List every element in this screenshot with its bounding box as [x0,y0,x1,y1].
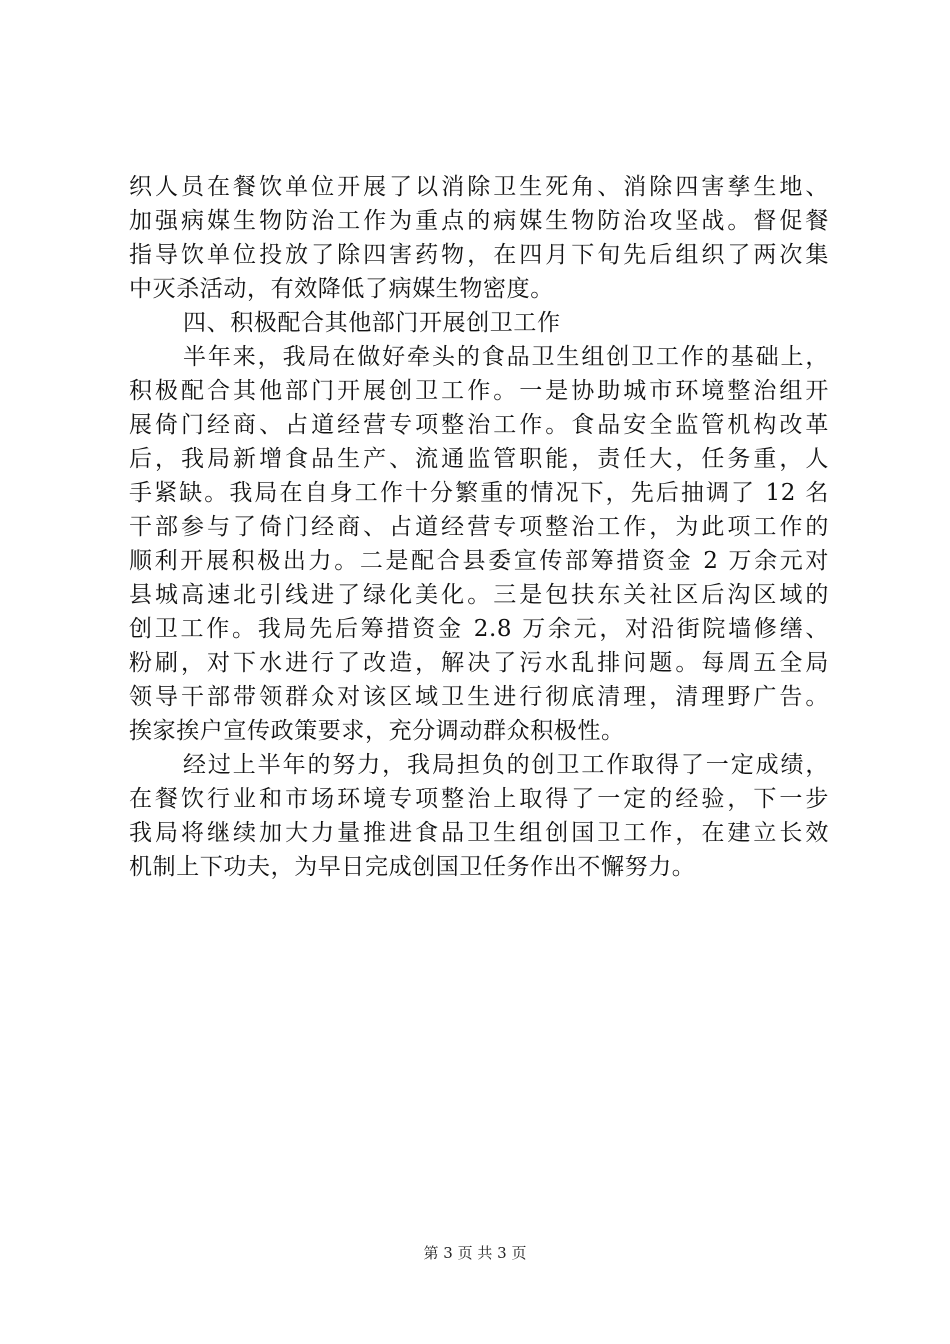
text-line: 县城高速北引线进了绿化美化。三是包扶东关社区后沟区域的 [129,582,829,608]
text-line: 经过上半年的努力，我局担负的创卫工作取得了一定成绩， [183,752,829,778]
page-number-footer: 第 3 页 共 3 页 [423,1244,527,1262]
section-heading: 四、积极配合其他部门开展创卫工作 [183,310,561,336]
text-line: 织人员在餐饮单位开展了以消除卫生死角、消除四害孳生地、 [129,174,829,200]
text-line: 加强病媒生物防治工作为重点的病媒生物防治攻坚战。督促餐 [129,208,829,234]
body-text [129,170,829,884]
text-line: 指导饮单位投放了除四害药物，在四月下旬先后组织了两次集 [129,242,829,268]
text-line: 半年来，我局在做好牵头的食品卫生组创卫工作的基础上， [183,344,829,370]
text-line: 粉刷，对下水进行了改造，解决了污水乱排问题。每周五全局 [129,650,829,676]
text-line: 干部参与了倚门经商、占道经营专项整治工作，为此项工作的 [129,514,829,540]
text-line: 展倚门经商、占道经营专项整治工作。食品安全监管机构改革 [129,412,829,438]
text-line: 积极配合其他部门开展创卫工作。一是协助城市环境整治组开 [129,378,829,404]
text-line: 我局将继续加大力量推进食品卫生组创国卫工作，在建立长效 [129,820,829,846]
text-line: 挨家挨户宣传政策要求，充分调动群众积极性。 [129,718,625,744]
text-line: 机制上下功夫，为早日完成创国卫任务作出不懈努力。 [129,854,696,880]
text-line: 手紧缺。我局在自身工作十分繁重的情况下，先后抽调了 12 名 [129,480,829,506]
text-line: 在餐饮行业和市场环境专项整治上取得了一定的经验，下一步 [129,786,829,812]
text-line: 中灭杀活动，有效降低了病媒生物密度。 [129,276,554,302]
text-line: 领导干部带领群众对该区域卫生进行彻底清理，清理野广告。 [129,684,829,710]
text-line: 后，我局新增食品生产、流通监管职能，责任大，任务重，人 [129,446,829,472]
text-line: 创卫工作。我局先后筹措资金 2.8 万余元，对沿街院墙修缮、 [129,616,829,642]
text-line: 顺利开展积极出力。二是配合县委宣传部筹措资金 2 万余元对 [129,548,829,574]
